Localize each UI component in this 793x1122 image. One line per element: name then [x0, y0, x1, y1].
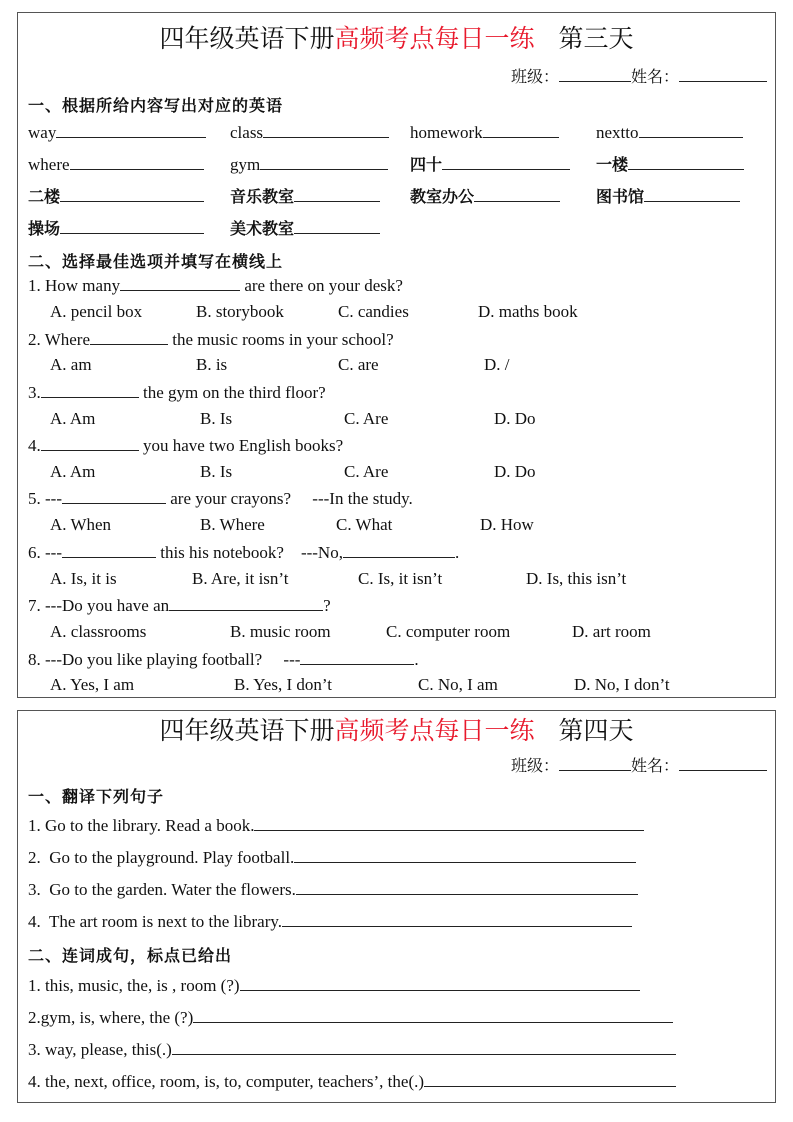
class-label: 班级：: [510, 69, 559, 86]
vocab-item: 操场: [28, 217, 204, 240]
option: A. When: [50, 515, 112, 534]
answer-blank[interactable]: [62, 541, 156, 558]
title-highlight: 高频考点每日一练: [334, 718, 535, 745]
option: D. Is, this isn’t: [526, 569, 627, 588]
answer-blank[interactable]: [294, 217, 380, 234]
question-stem: 8. ---Do you like playing football? --- .: [28, 650, 419, 669]
option: C. candies: [338, 302, 409, 321]
class-name-fields: [511, 754, 767, 777]
class-blank[interactable]: [559, 65, 631, 82]
vocab-item: 二楼: [28, 185, 204, 208]
answer-blank[interactable]: [56, 121, 206, 138]
option: B. storybook: [196, 302, 284, 321]
vocab-item: way: [28, 121, 206, 144]
translate-item: 3. Go to the garden. Water the flowers.: [28, 878, 638, 901]
option: A. am: [50, 355, 92, 374]
option: A. Is, it is: [50, 569, 117, 588]
answer-blank[interactable]: [62, 487, 166, 504]
question-stem: 4. you have two English books?: [28, 436, 344, 455]
class-label: 班级：: [510, 758, 559, 775]
option: B. Is: [200, 409, 233, 428]
answer-blank[interactable]: [294, 846, 636, 863]
option: B. is: [196, 355, 228, 374]
answer-blank[interactable]: [260, 153, 388, 170]
question-stem: 3. the gym on the third floor?: [28, 383, 326, 402]
title-highlight: 高频考点每日一练: [334, 26, 535, 53]
translate-item: 4. The art room is next to the library.: [28, 910, 632, 933]
answer-blank[interactable]: [193, 1006, 673, 1023]
reorder-item: 3. way, please, this(.): [28, 1038, 676, 1061]
option: B. Is: [200, 462, 233, 481]
title-day: 第三天: [558, 26, 634, 53]
vocab-item: nextto: [596, 121, 743, 144]
answer-blank[interactable]: [644, 185, 740, 202]
option: C. Is, it isn’t: [358, 569, 443, 588]
answer-blank[interactable]: [169, 594, 323, 611]
answer-blank[interactable]: [483, 121, 559, 138]
answer-blank[interactable]: [41, 434, 139, 451]
option: D. maths book: [478, 302, 578, 321]
option: D. Do: [494, 462, 536, 481]
answer-blank[interactable]: [263, 121, 389, 138]
question-stem: 2. Where the music rooms in your school?: [28, 330, 394, 349]
title-main: 四年级英语下册: [159, 718, 335, 745]
option: C. No, I am: [418, 675, 498, 694]
answer-blank[interactable]: [254, 814, 644, 831]
worksheet-day4: [17, 710, 776, 1103]
question-stem: 6. --- this his notebook? ---No, .: [28, 543, 460, 562]
answer-blank[interactable]: [41, 381, 139, 398]
answer-blank[interactable]: [442, 153, 570, 170]
answer-blank[interactable]: [474, 185, 560, 202]
vocab-item: homework: [410, 121, 559, 144]
answer-blank[interactable]: [172, 1038, 676, 1055]
vocab-item: 美术教室: [230, 217, 380, 240]
option: C. What: [336, 515, 393, 534]
translate-item: 2. Go to the playground. Play football.: [28, 846, 636, 869]
option: D. No, I don’t: [574, 675, 670, 694]
option: A. Am: [50, 462, 96, 481]
option: D. art room: [572, 622, 651, 641]
name-label: 姓名：: [630, 69, 679, 86]
section-heading: 一、根据所给内容写出对应的英语: [28, 96, 284, 115]
translate-item: 1. Go to the library. Read a book.: [28, 814, 644, 837]
class-name-fields: [511, 65, 767, 88]
name-blank[interactable]: [679, 65, 767, 82]
vocab-item: where: [28, 153, 204, 176]
name-label: 姓名：: [630, 758, 679, 775]
option: C. computer room: [386, 622, 511, 641]
answer-blank[interactable]: [628, 153, 744, 170]
option: D. /: [484, 355, 510, 374]
answer-blank[interactable]: [294, 185, 380, 202]
class-blank[interactable]: [559, 754, 631, 771]
option: B. Yes, I don’t: [234, 675, 332, 694]
option: B. Are, it isn’t: [192, 569, 289, 588]
section-heading: 二、连词成句，标点已给出: [28, 946, 233, 965]
vocab-item: 四十: [410, 153, 570, 176]
option: A. Yes, I am: [50, 675, 135, 694]
name-blank[interactable]: [679, 754, 767, 771]
answer-blank[interactable]: [90, 328, 168, 345]
worksheet-title: [18, 25, 775, 55]
option: A. Am: [50, 409, 96, 428]
option: C. Are: [344, 409, 389, 428]
option: C. are: [338, 355, 379, 374]
option: D. How: [480, 515, 534, 534]
vocab-item: 音乐教室: [230, 185, 380, 208]
vocab-item: 图书馆: [596, 185, 740, 208]
title-day: 第四天: [558, 718, 634, 745]
answer-blank[interactable]: [296, 878, 638, 895]
answer-blank[interactable]: [240, 974, 640, 991]
answer-blank[interactable]: [60, 185, 204, 202]
question-stem: 5. --- are your crayons? ---In the study.: [28, 489, 413, 508]
section-heading: 二、选择最佳选项并填写在横线上: [28, 252, 284, 271]
option: A. classrooms: [50, 622, 147, 641]
answer-blank[interactable]: [300, 648, 414, 665]
reorder-item: 2.gym, is, where, the (?): [28, 1006, 673, 1029]
reorder-item: 1. this, music, the, is , room (?): [28, 974, 640, 997]
reorder-item: 4. the, next, office, room, is, to, computer, teachers’, the(.): [28, 1070, 676, 1093]
vocab-item: class: [230, 121, 389, 144]
option: C. Are: [344, 462, 389, 481]
title-main: 四年级英语下册: [159, 26, 335, 53]
answer-blank[interactable]: [120, 274, 240, 291]
option: D. Do: [494, 409, 536, 428]
option: A. pencil box: [50, 302, 143, 321]
answer-blank[interactable]: [60, 217, 204, 234]
answer-blank[interactable]: [70, 153, 204, 170]
answer-blank[interactable]: [639, 121, 743, 138]
question-stem: 1. How many are there on your desk?: [28, 276, 403, 295]
option: B. music room: [230, 622, 331, 641]
vocab-item: 一楼: [596, 153, 744, 176]
answer-blank[interactable]: [424, 1070, 676, 1087]
vocab-item: 教室办公: [410, 185, 560, 208]
question-stem: 7. ---Do you have an ?: [28, 596, 331, 615]
worksheet-title: [18, 717, 775, 747]
answer-blank[interactable]: [282, 910, 632, 927]
option: B. Where: [200, 515, 265, 534]
section-heading: 一、翻译下列句子: [28, 787, 165, 806]
answer-blank[interactable]: [343, 541, 455, 558]
worksheet-day3: [17, 12, 776, 698]
vocab-item: gym: [230, 153, 388, 176]
